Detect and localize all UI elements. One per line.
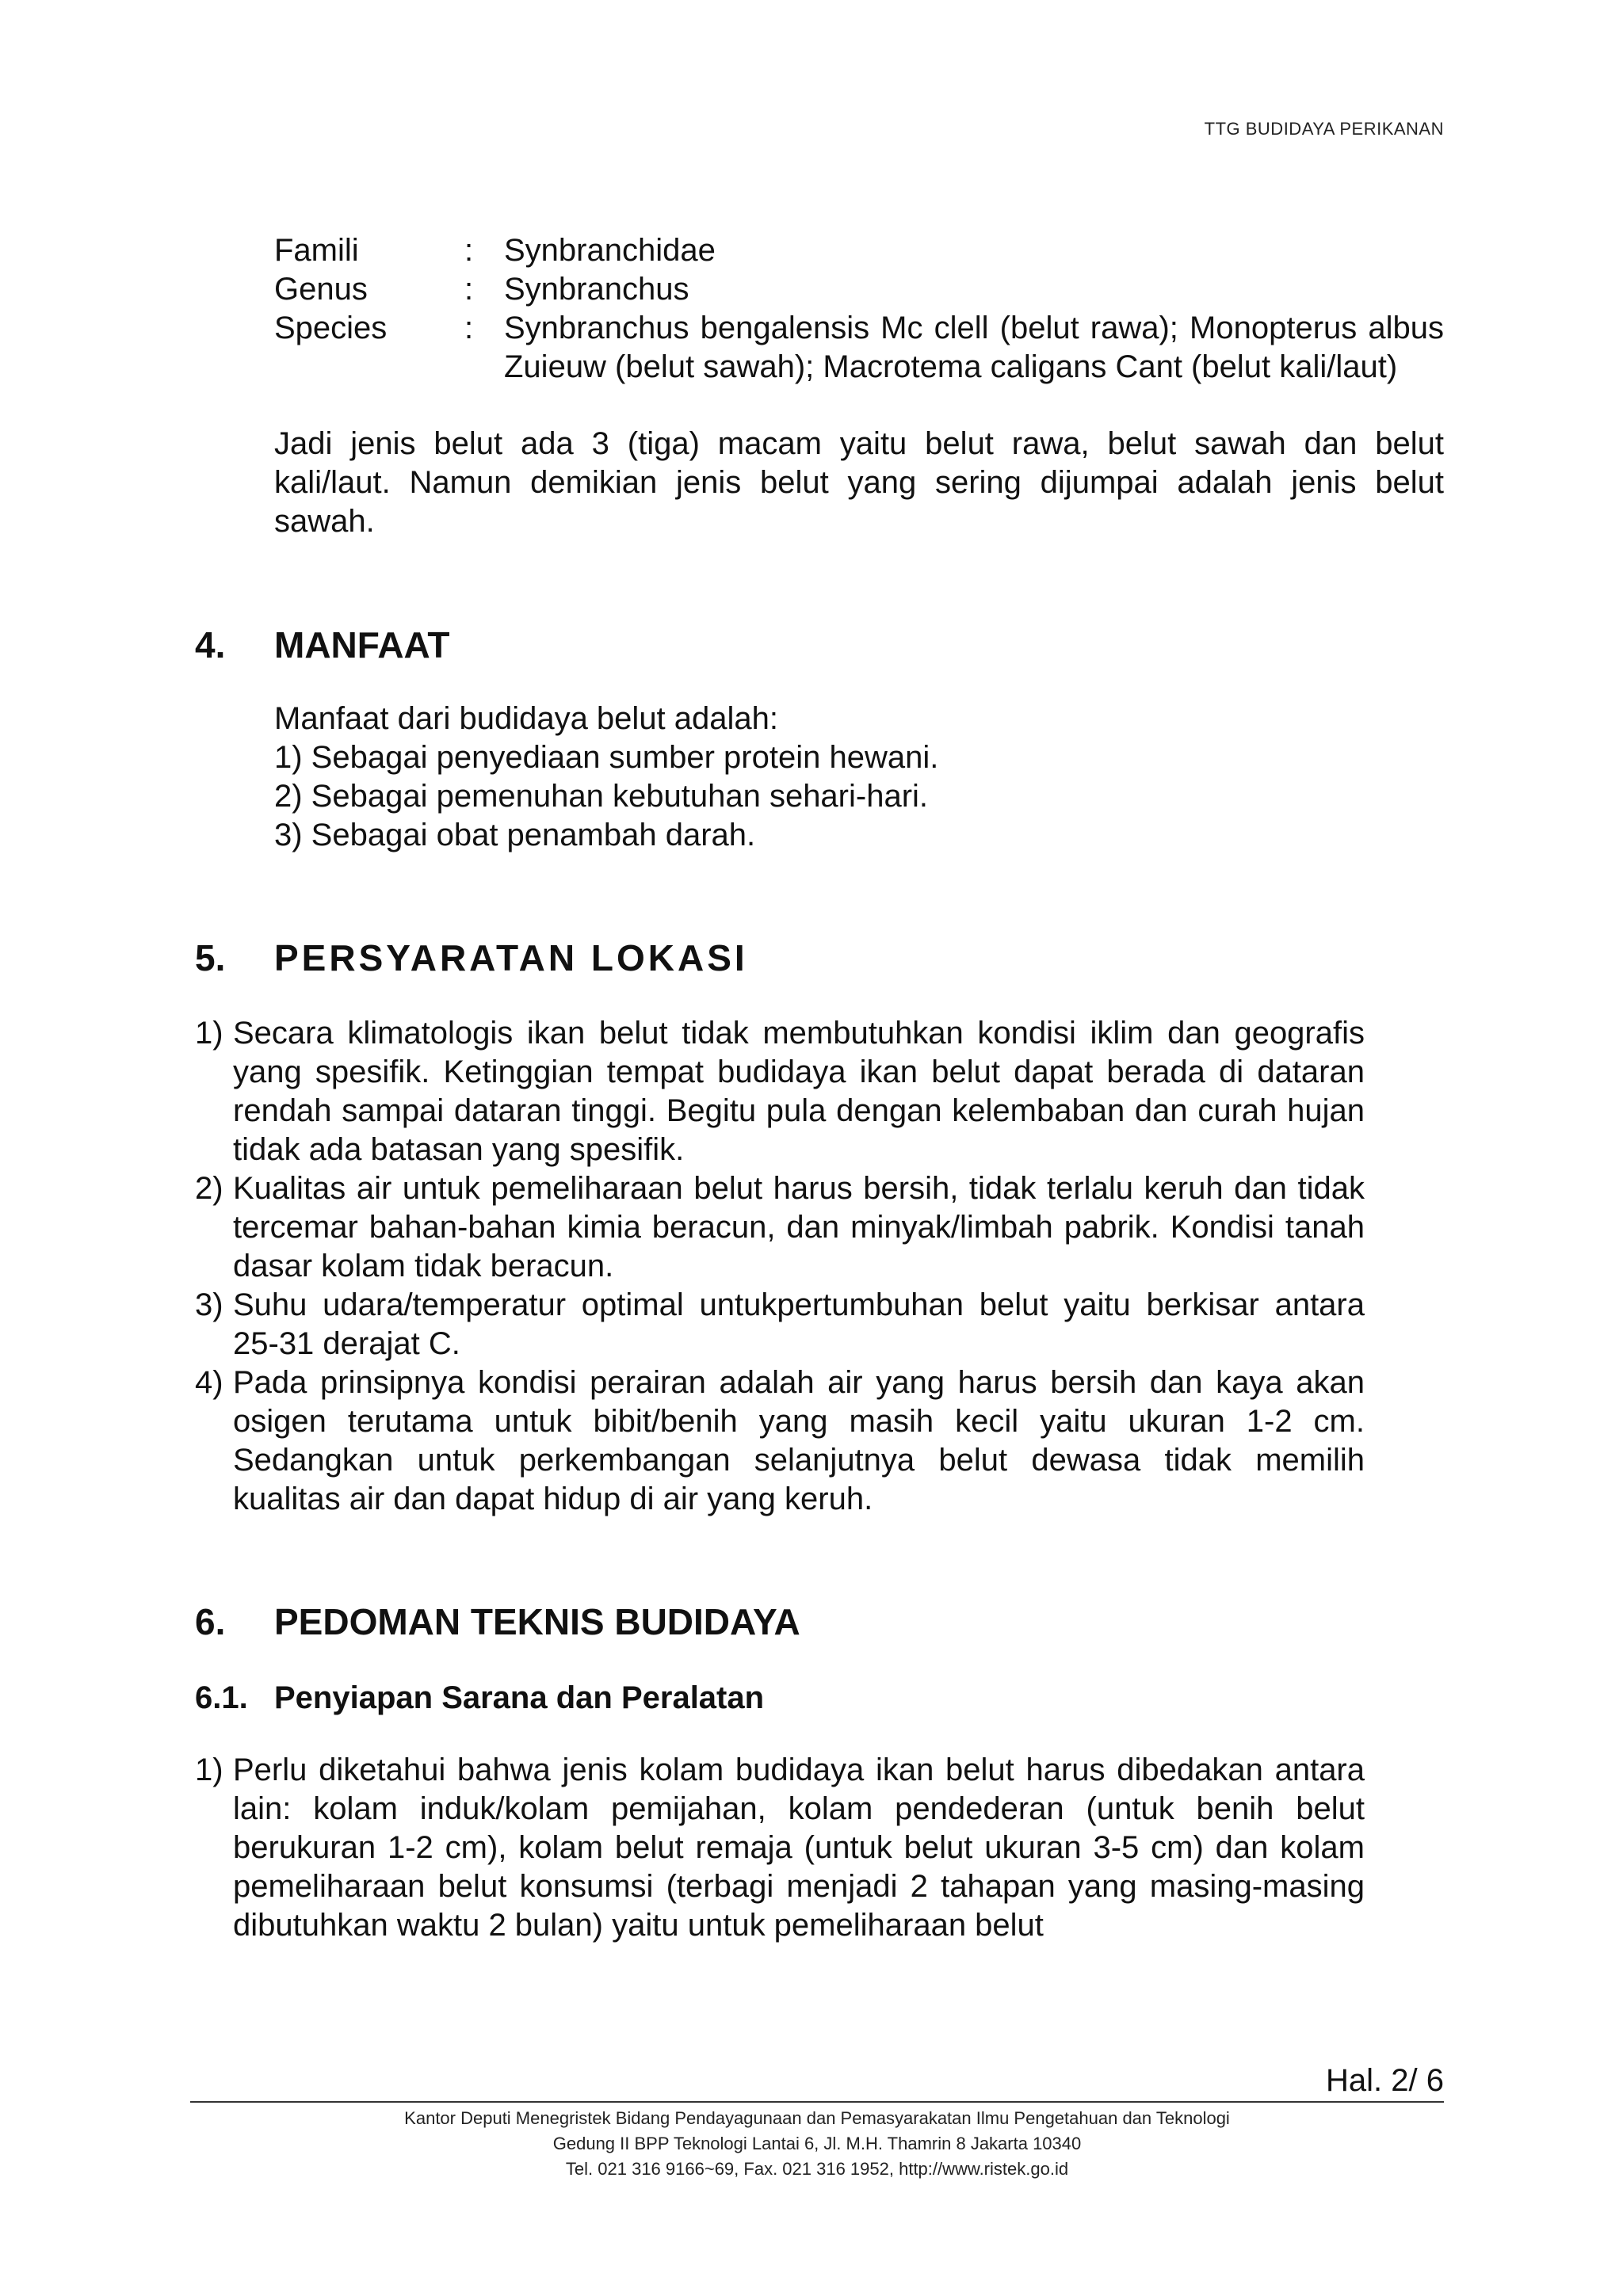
list-item — [195, 1363, 1365, 1519]
taxonomy-colon: : — [464, 311, 474, 345]
taxonomy-label: Genus — [274, 272, 368, 307]
taxonomy-label: Species — [274, 311, 388, 345]
penyiapan-list — [195, 1751, 1365, 1945]
footer-address — [190, 2106, 1444, 2182]
section-heading-manfaat — [195, 623, 1444, 667]
running-header: TTG BUDIDAYA PERIKANAN — [1204, 119, 1444, 139]
section-heading-persyaratan-lokasi — [195, 936, 1444, 980]
taxonomy-value: Synbranchidae — [504, 233, 716, 268]
subsection-heading-penyiapan — [195, 1679, 1444, 1718]
taxonomy-colon: : — [464, 272, 474, 307]
footer-line: Gedung II BPP Teknologi Lantai 6, Jl. M.H. Thamrin 8 Jakarta 10340 — [552, 2134, 1082, 2153]
list-item — [195, 1169, 1365, 1286]
taxonomy-table — [274, 231, 1444, 387]
list-number: 1) — [195, 1016, 223, 1051]
list-number: 2) — [195, 1171, 223, 1206]
footer-line: Kantor Deputi Menegristek Bidang Pendayagunaan dan Pemasyarakatan Ilmu Pengetahuan dan Teknologi — [404, 2108, 1230, 2128]
taxonomy-value: Synbranchus — [504, 272, 689, 307]
list-item: 1) Sebagai penyediaan sumber protein hewani. — [274, 740, 939, 775]
taxonomy-summary: Jadi jenis belut ada 3 (tiga) macam yaitu belut rawa, belut sawah dan belut kali/laut. Namun demikian jenis belut yang sering dijumpai adalah jenis belut sawah. — [274, 426, 1444, 539]
list-item: 3) Sebagai obat penambah darah. — [274, 818, 756, 852]
taxonomy-colon: : — [464, 233, 474, 268]
list-number: 1) — [195, 1753, 223, 1787]
list-number: 4) — [195, 1365, 223, 1400]
list-item: 2) Sebagai pemenuhan kebutuhan sehari-hari. — [274, 779, 929, 814]
section-number: 5. — [195, 937, 226, 978]
page-number: Hal. 2/ 6 — [1326, 2063, 1444, 2098]
list-number: 3) — [195, 1287, 223, 1322]
list-item — [195, 1014, 1365, 1169]
section-title: MANFAAT — [274, 624, 450, 666]
list-item — [195, 1286, 1365, 1363]
list-text: Pada prinsipnya kondisi perairan adalah air yang harus bersih dan kaya akan osigen terutama untuk bibit/benih yang masih kecil yaitu ukuran 1-2 cm. Sedangkan untuk perkembangan selanjutnya belut dewasa tidak memilih kualitas air dan dapat hidup di air yang keruh. — [233, 1365, 1365, 1516]
list-text: Suhu udara/temperatur optimal untukpertumbuhan belut yaitu berkisar antara 25-31 derajat C. — [233, 1287, 1365, 1361]
section-title: PERSYARATAN LOKASI — [274, 937, 748, 978]
footer-line: Tel. 021 316 9166~69, Fax. 021 316 1952, http://www.ristek.go.id — [565, 2159, 1069, 2179]
taxonomy-row-genus — [274, 270, 1444, 309]
subsection-title: Penyiapan Sarana dan Peralatan — [274, 1680, 765, 1715]
taxonomy-value: Synbranchus bengalensis Mc clell (belut rawa); Monopterus albus Zuieuw (belut sawah); Macrotema caligans Cant (belut kali/laut) — [504, 311, 1444, 384]
page-content — [195, 231, 1444, 1945]
taxonomy-label: Famili — [274, 233, 359, 268]
list-text: Secara klimatologis ikan belut tidak membutuhkan kondisi iklim dan geografis yang spesifik. Ketinggian tempat budidaya ikan belut dapat berada di dataran rendah sampai dataran tinggi. Begitu pula dengan kelembaban dan curah hujan tidak ada batasan yang spesifik. — [233, 1016, 1365, 1167]
list-text: Perlu diketahui bahwa jenis kolam budidaya ikan belut harus dibedakan antara lain: kolam induk/kolam pemijahan, kolam pendederan (untuk benih belut berukuran 1-2 cm), kolam belut remaja (untuk belut ukuran 3-5 cm) dan kolam pemeliharaan belut konsumsi (terbagi menjadi 2 tahapan yang masing-masing dibutuhkan waktu 2 bulan) yaitu untuk pemeliharaan belut — [233, 1753, 1365, 1943]
list-text: Kualitas air untuk pemeliharaan belut harus bersih, tidak terlalu keruh dan tidak tercemar bahan-bahan kimia beracun, dan minyak/limbah pabrik. Kondisi tanah dasar kolam tidak beracun. — [233, 1171, 1365, 1283]
section-title: PEDOMAN TEKNIS BUDIDAYA — [274, 1601, 800, 1642]
manfaat-intro: Manfaat dari budidaya belut adalah: — [274, 701, 779, 736]
section-heading-pedoman-teknis — [195, 1600, 1444, 1644]
manfaat-body — [274, 700, 1444, 855]
section-number: 4. — [195, 624, 226, 666]
section-number: 6. — [195, 1601, 226, 1642]
taxonomy-row-species — [274, 309, 1444, 387]
footer-divider — [190, 2101, 1444, 2103]
list-item — [195, 1751, 1365, 1945]
persyaratan-list — [195, 1014, 1365, 1519]
taxonomy-row-famili — [274, 231, 1444, 270]
subsection-number: 6.1. — [195, 1680, 248, 1715]
